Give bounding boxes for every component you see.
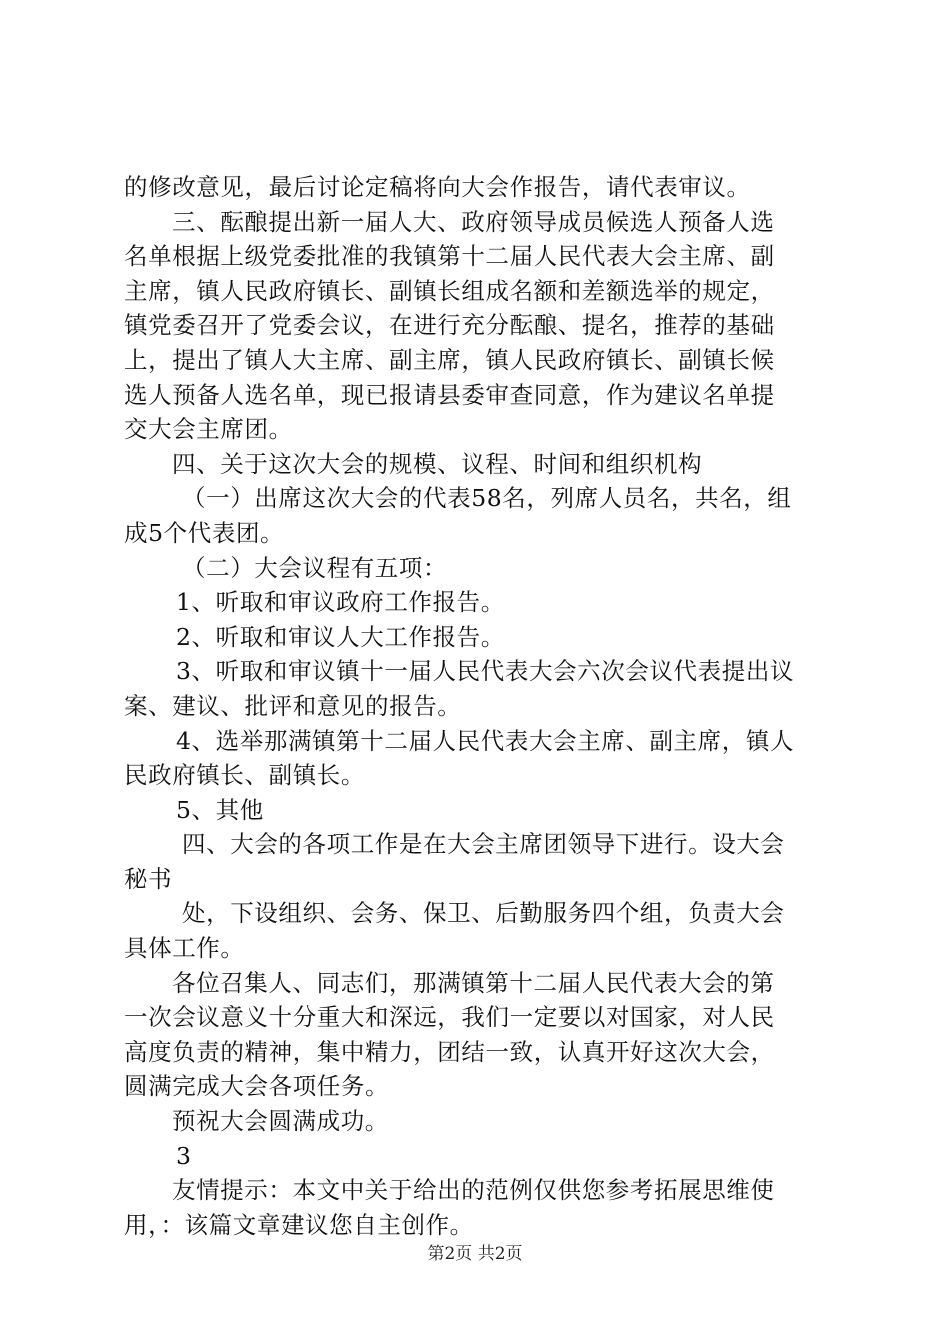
document-body <box>124 170 834 1242</box>
list-item: 2、听取和审议人大工作报告。 <box>176 622 505 651</box>
page-footer: 第2页 共2页 <box>427 1244 523 1264</box>
section-heading: 四、关于这次大会的规模、议程、时间和组织机构 <box>172 449 703 478</box>
text-line: 处，下设组织、会务、保卫、后勤服务四个组，负责大会 <box>182 899 785 928</box>
text-line: 案、建议、批评和意见的报告。 <box>124 691 462 720</box>
section-heading: 四、大会的各项工作是在大会主席团领导下进行。设大会 <box>182 830 785 859</box>
text-line: （一）出席这次大会的代表58名，列席人员名，共名，组 <box>182 484 792 513</box>
text-line: 的修改意见，最后讨论定稿将向大会作报告，请代表审议。 <box>124 173 751 201</box>
text-line: 选人预备人选名单，现已报请县委审查同意，作为建议名单提 <box>124 380 775 409</box>
text-line: 具体工作。 <box>124 934 245 963</box>
text-line: 成5个代表团。 <box>124 518 285 547</box>
text-line: 名单根据上级党委批准的我镇第十二届人民代表大会主席、副 <box>124 242 775 271</box>
text-line: 圆满完成大会各项任务。 <box>124 1072 390 1101</box>
text-line: 预祝大会圆满成功。 <box>172 1107 389 1136</box>
tip-text: 用，：该篇文章建议您自主创作。 <box>124 1210 474 1239</box>
text-line: 上，提出了镇人大主席、副主席，镇人民政府镇长、副镇长候 <box>124 345 775 374</box>
list-item: 3、听取和审议镇十一届人民代表大会六次会议代表提出议 <box>176 657 795 686</box>
text-line: 主席，镇人民政府镇长、副镇长组成名额和差额选举的规定， <box>124 276 775 305</box>
text-line: 高度负责的精神，集中精力，团结一致，认真开好这次大会， <box>124 1037 775 1066</box>
text-line: 民政府镇长、副镇长。 <box>124 761 365 790</box>
list-item: 4、选举那满镇第十二届人民代表大会主席、副主席，镇人 <box>176 726 795 755</box>
text-line: 各位召集人、同志们，那满镇第十二届人民代表大会的第 <box>172 968 775 997</box>
page-number-text: 3 <box>176 1141 192 1170</box>
tip-text: 友情提示：本文中关于给出的范例仅供您参考拓展思维使 <box>172 1176 775 1205</box>
text-line: 三、酝酿提出新一届人大、政府领导成员候选人预备人选 <box>172 207 775 236</box>
text-line: 一次会议意义十分重大和深远，我们一定要以对国家，对人民 <box>124 1003 775 1032</box>
text-line: （二）大会议程有五项： <box>182 553 448 582</box>
text-line: 交大会主席团。 <box>124 415 293 444</box>
list-item: 1、听取和审议政府工作报告。 <box>176 588 505 617</box>
list-item: 5、其他 <box>176 795 264 824</box>
text-line: 镇党委召开了党委会议，在进行充分酝酿、提名，推荐的基础 <box>124 311 775 340</box>
text-line: 秘书 <box>124 864 173 893</box>
